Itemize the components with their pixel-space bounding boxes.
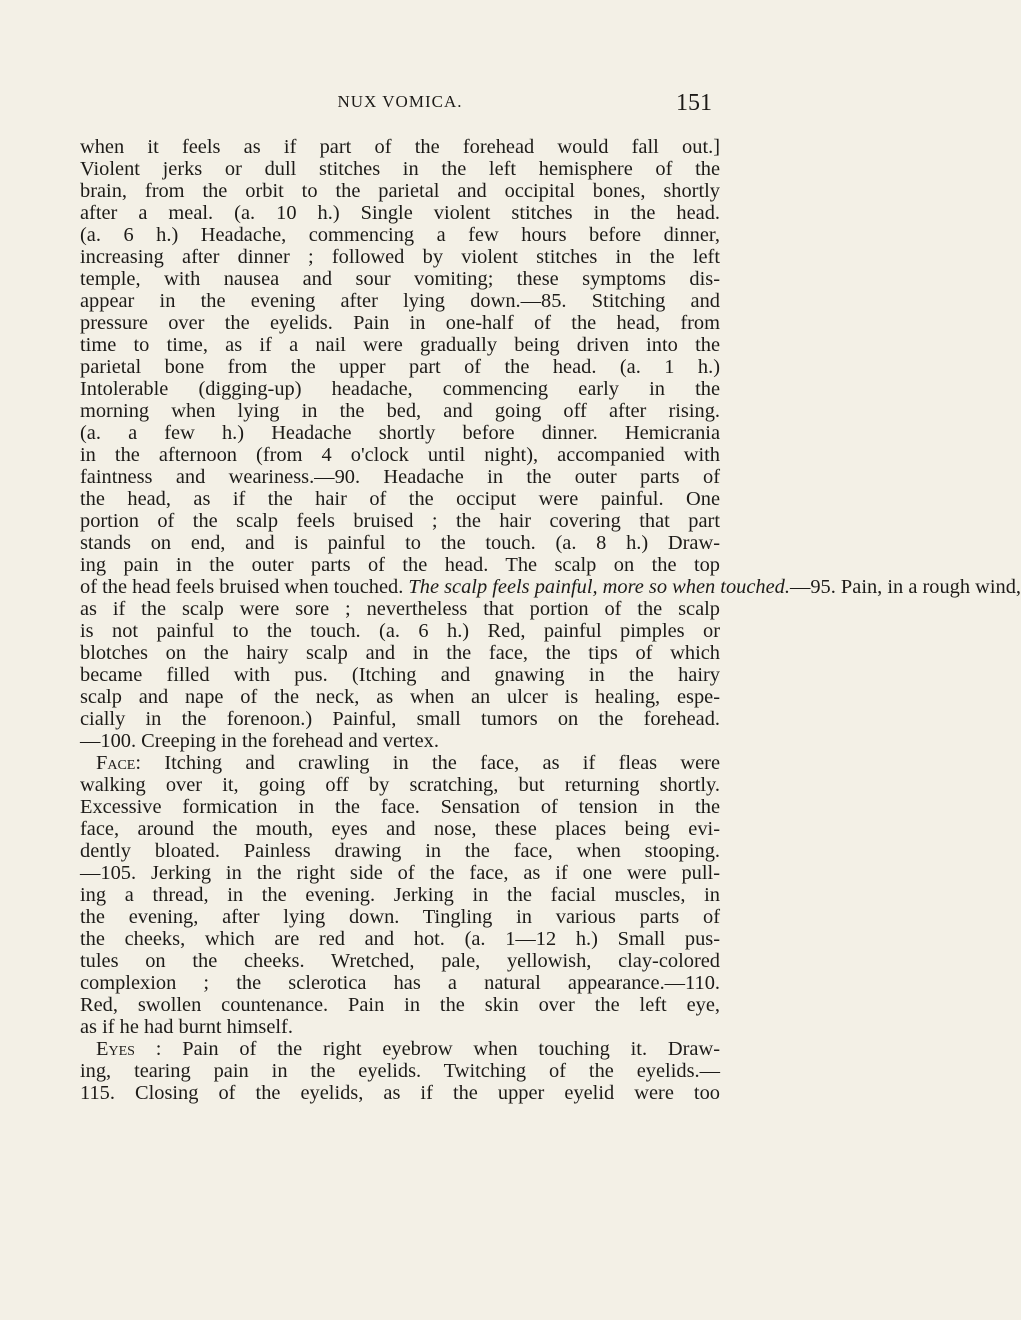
text-line: ing, tearing pain in the eyelids. Twitching of the eyelids.— — [80, 1060, 720, 1082]
text-line: —100. Creeping in the forehead and vertex. — [80, 730, 439, 752]
text-line: the evening, after lying down. Tingling in various parts of — [80, 906, 720, 928]
text-line: —105. Jerking in the right side of the face, as if one were pull- — [80, 862, 720, 884]
text-line: ing a thread, in the evening. Jerking in the facial muscles, in — [80, 884, 720, 906]
text-line: time to time, as if a nail were gradually being driven into the — [80, 334, 720, 356]
text-line: walking over it, going off by scratching, but returning shortly. — [80, 774, 720, 796]
text-line-with-italic — [80, 576, 1021, 598]
text-line: appear in the evening after lying down.—85. Stitching and — [80, 290, 720, 312]
text-line: Excessive formication in the face. Sensation of tension in the — [80, 796, 720, 818]
eyes-section-line — [80, 1038, 720, 1060]
text-line: portion of the scalp feels bruised ; the hair covering that part — [80, 510, 720, 532]
text-line: (a. a few h.) Headache shortly before dinner. Hemicrania — [80, 422, 720, 444]
eyes-heading: Eyes — [96, 1038, 135, 1060]
text-line: temple, with nausea and sour vomiting; these symptoms dis- — [80, 268, 720, 290]
text-line: blotches on the hairy scalp and in the face, the tips of which — [80, 642, 720, 664]
text-line: in the afternoon (from 4 o'clock until night), accompanied with — [80, 444, 720, 466]
text-line: as if the scalp were sore ; nevertheless that portion of the scalp — [80, 598, 720, 620]
page-number: 151 — [676, 90, 712, 116]
text-line: Intolerable (digging-up) headache, commencing early in the — [80, 378, 720, 400]
page-header — [80, 90, 720, 130]
text-line: complexion ; the sclerotica has a natural appearance.—110. — [80, 972, 720, 994]
face-section-line — [80, 752, 720, 774]
text-line: face, around the mouth, eyes and nose, these places being evi- — [80, 818, 720, 840]
text-line: Red, swollen countenance. Pain in the skin over the left eye, — [80, 994, 720, 1016]
text-line-tail: —95. Pain, in a rough wind, — [789, 576, 1021, 598]
text-line: morning when lying in the bed, and going off after rising. — [80, 400, 720, 422]
text-line: the head, as if the hair of the occiput were painful. One — [80, 488, 720, 510]
text-line: Violent jerks or dull stitches in the left hemisphere of the — [80, 158, 720, 180]
text-line: (a. 6 h.) Headache, commencing a few hours before dinner, — [80, 224, 720, 246]
text-line: tules on the cheeks. Wretched, pale, yellowish, clay-colored — [80, 950, 720, 972]
text-line: scalp and nape of the neck, as when an ulcer is healing, espe- — [80, 686, 720, 708]
text-line: became filled with pus. (Itching and gnawing in the hairy — [80, 664, 720, 686]
text-line: : Pain of the right eyebrow when touching it. Draw- — [134, 1038, 720, 1060]
text-line: cially in the forenoon.) Painful, small tumors on the forehead. — [80, 708, 720, 730]
face-heading: Face — [96, 752, 136, 774]
text-line: as if he had burnt himself. — [80, 1016, 293, 1038]
text-line: : Itching and crawling in the face, as if fleas were — [135, 752, 720, 774]
text-line: of the head feels bruised when touched. — [80, 576, 404, 598]
text-line: increasing after dinner ; followed by violent stitches in the left — [80, 246, 720, 268]
text-line: 115. Closing of the eyelids, as if the upper eyelid were too — [80, 1082, 720, 1104]
text-line: brain, from the orbit to the parietal and occipital bones, shortly — [80, 180, 720, 202]
italic-phrase: The scalp feels painful, more so when touched. — [408, 576, 790, 598]
running-title: NUX VOMICA. — [337, 92, 463, 111]
text-line: the cheeks, which are red and hot. (a. 1—12 h.) Small pus- — [80, 928, 720, 950]
body-text — [80, 136, 1021, 1104]
text-line: when it feels as if part of the forehead would fall out.] — [80, 136, 720, 158]
text-line: faintness and weariness.—90. Headache in the outer parts of — [80, 466, 720, 488]
text-line: dently bloated. Painless drawing in the face, when stooping. — [80, 840, 720, 862]
text-line: parietal bone from the upper part of the head. (a. 1 h.) — [80, 356, 720, 378]
text-line: stands on end, and is painful to the touch. (a. 8 h.) Draw- — [80, 532, 720, 554]
text-line: pressure over the eyelids. Pain in one-half of the head, from — [80, 312, 720, 334]
text-line: after a meal. (a. 10 h.) Single violent stitches in the head. — [80, 202, 720, 224]
text-line: is not painful to the touch. (a. 6 h.) Red, painful pimples or — [80, 620, 720, 642]
text-line: ing pain in the outer parts of the head. The scalp on the top — [80, 554, 720, 576]
